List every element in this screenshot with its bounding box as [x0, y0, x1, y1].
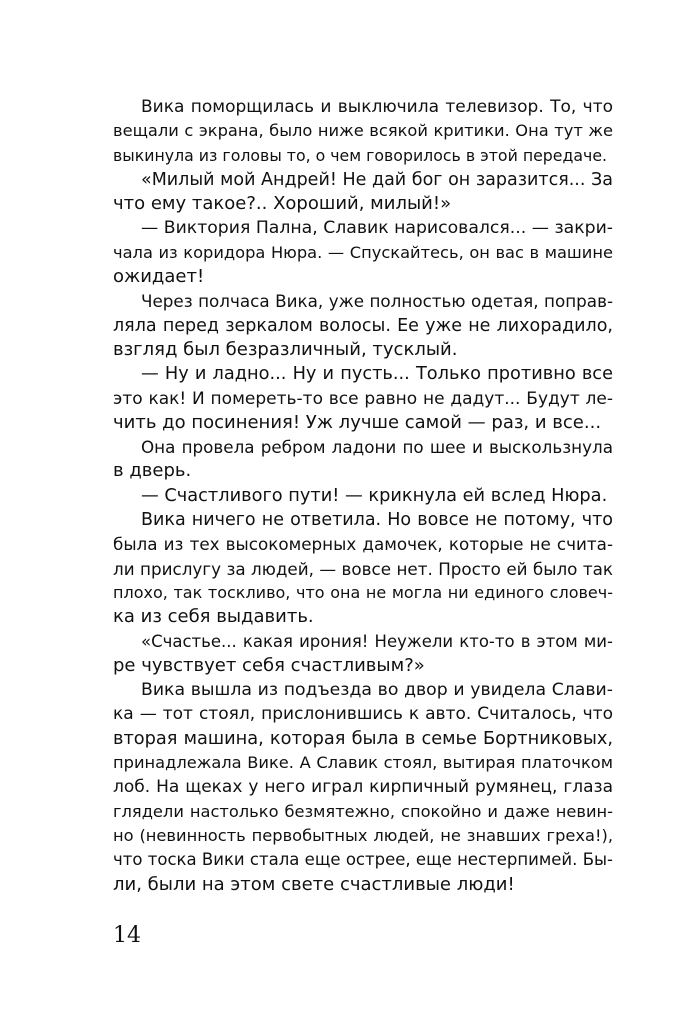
text-line: — Счастливого пути! — крикнула ей вслед Нюра. — [141, 485, 608, 506]
text-line: но (невинность первобытных людей, не знавших греха!), — [113, 825, 613, 845]
text-line: принадлежала Вике. А Славик стоял, вытирая платочком — [113, 753, 613, 773]
text-line: ожидает! — [113, 266, 205, 288]
text-line: плохо, так тоскливо, что она не могла ни единого словеч- — [113, 582, 613, 602]
text-line: чала из коридора Нюра. — Спускайтесь, он вас в машине — [113, 242, 613, 262]
text-line: «Счастье... какая ирония! Неужели кто-то в этом ми- — [141, 631, 613, 651]
text-line: выкинула из головы то, о чем говорилось в этой передаче. — [113, 145, 608, 165]
text-line: ка из себя выдавить. — [113, 606, 314, 628]
text-line: — Ну и ладно... Ну и пусть... Только противно все — [141, 364, 613, 385]
text-line: Вика поморщилась и выключила телевизор. То, что — [141, 97, 613, 117]
text-line: глядели настолько безмятежно, спокойно и даже невин- — [113, 801, 613, 821]
text-line: Вика ничего не ответила. Но вовсе не потому, что — [141, 510, 613, 531]
text-line: «Милый мой Андрей! Не дай бог он заразится... За — [141, 169, 613, 190]
page-number: 14 — [113, 923, 141, 948]
text-line: вторая машина, которая была в семье Бортниковых, — [113, 728, 613, 749]
text-line: лоб. На щеках у него играл кирпичный румянец, глаза — [113, 777, 613, 798]
text-line: в дверь. — [113, 460, 192, 482]
text-line: Через полчаса Вика, уже полностью одетая, поправ- — [141, 291, 613, 312]
text-line: ляла перед зеркалом волосы. Ее уже не лихорадило, — [113, 315, 613, 336]
text-line: ли прислугу за людей, — вовсе нет. Просто ей было так — [113, 558, 613, 579]
text-line: это как! И помереть-то все равно не дадут... Будут ле- — [113, 388, 613, 409]
text-line: ка — тот стоял, прислонившись к авто. Считалось, что — [113, 704, 613, 725]
body-text — [113, 95, 613, 897]
text-line: что ему такое?.. Хороший, милый!» — [113, 193, 452, 215]
text-line: чить до посинения! Уж лучше самой — раз, и все... — [113, 411, 602, 433]
text-line: ре чувствует себя счастливым?» — [113, 654, 425, 676]
text-line: вещали с экрана, было ниже всякой критики. Она тут же — [113, 121, 613, 141]
text-line: Вика вышла из подъезда во двор и увидела Слави- — [141, 680, 613, 701]
text-line: взгляд был безразличный, тусклый. — [113, 338, 458, 360]
text-line: Она провела ребром ладони по шее и выскользнула — [141, 437, 613, 458]
text-line: ли, были на этом свете счастливые люди! — [113, 873, 515, 895]
text-line: была из тех высокомерных дамочек, которые не счита- — [113, 534, 613, 555]
text-line: что тоска Вики стала еще острее, еще нестерпимей. Бы- — [113, 850, 613, 870]
text-line: — Виктория Пална, Славик нарисовался... — закри- — [141, 218, 613, 239]
